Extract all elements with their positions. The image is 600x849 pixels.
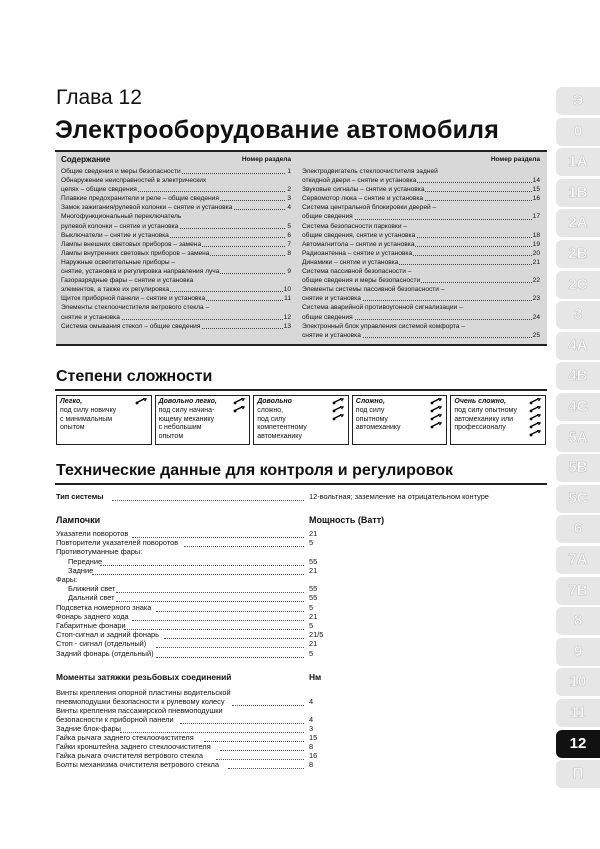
toc-entry-text: откидной двери – снятие и установка [302, 177, 417, 185]
spec-row-leader [184, 545, 304, 547]
toc-entry [61, 303, 291, 312]
toc-entry-text: Лампы внешних световых приборов – замена [61, 240, 202, 248]
bulbs-unit: Мощность (Ватт) [309, 515, 385, 525]
toc-entry [302, 185, 540, 194]
toc-entry-text: Газоразрядные фары – снятие и установка [61, 277, 194, 285]
toc-entry [302, 285, 540, 294]
toc-entry [61, 285, 291, 294]
difficulty-level-line: под силу опытному [454, 406, 517, 414]
toc-entry [61, 267, 291, 276]
chapter-tab[interactable]: 5C [556, 485, 600, 513]
toc-entry [302, 313, 540, 322]
toc-entry [61, 203, 291, 212]
chapter-tab[interactable]: 2A [556, 209, 600, 237]
chapter-label: Глава 12 [56, 86, 142, 109]
torque-heading: Моменты затяжки резьбовых соединений [56, 672, 232, 682]
toc-entry-section: 23 [532, 295, 540, 303]
toc-entry-section: 14 [532, 177, 540, 185]
chapter-tab[interactable]: Э [556, 87, 600, 115]
toc-left-list [61, 167, 291, 331]
chapter-tab[interactable]: 3 [556, 301, 600, 329]
toc-entry-text: рулевой колонки – снятие и установка [61, 222, 179, 230]
difficulty-level-line: автомеханику или [454, 415, 513, 423]
spec-row-leader [180, 722, 304, 724]
spec-row-value: 4 [309, 697, 314, 706]
toc-entry-section: 7 [287, 240, 291, 248]
toc-entry [61, 276, 291, 285]
toc-entry [61, 194, 291, 203]
toc-entry-text: Элементы стеклоочистителя ветрового стекла – [61, 304, 210, 312]
toc-entry [61, 240, 291, 249]
toc-entry-section: 18 [532, 231, 540, 239]
wrench-icon [233, 398, 245, 405]
toc-entry-text: Щиток приборной панели – снятие и установка [61, 295, 206, 303]
spec-row-value: 8 [309, 742, 314, 751]
difficulty-level-box [450, 395, 546, 445]
system-type-label: Тип системы [56, 492, 104, 501]
spec-row-value: 5 [309, 648, 314, 658]
toc-left-column [61, 155, 291, 331]
toc-entry-section: 16 [532, 195, 540, 203]
toc-entry-section: 9 [287, 268, 291, 276]
toc-entry-section: 19 [532, 240, 540, 248]
spec-row-leader [156, 610, 304, 612]
difficulty-level-box [155, 395, 251, 445]
toc-entry-text: Замок зажигания/рулевой колонки – снятие и установка [61, 204, 233, 212]
spec-row-label: Задние [68, 565, 94, 575]
toc-entry [61, 167, 291, 176]
chapter-tab[interactable]: 4A [556, 332, 600, 360]
difficulty-level-line: под силу начина- [158, 406, 215, 414]
difficulty-level-text [257, 398, 307, 442]
difficulty-level-box [352, 395, 448, 445]
spec-row-value: 21 [309, 529, 318, 538]
toc-entry [61, 176, 291, 185]
difficulty-levels [56, 395, 546, 445]
toc-entry [302, 322, 540, 331]
difficulty-level-line: сложно, [257, 406, 284, 414]
toc-right-list [302, 167, 540, 340]
toc-entry [302, 267, 540, 276]
spec-row-label: Стоп - сигнал (отдельный) [56, 639, 147, 649]
difficulty-level-name: Довольно легко, [158, 398, 217, 405]
toc-entry [61, 313, 291, 322]
toc-entry-text: общие сведения, снятие и установка [302, 231, 416, 239]
chapter-tab[interactable]: 0 [556, 118, 600, 146]
toc-entry-text: цепях – общие сведения [61, 186, 137, 194]
difficulty-level-line: с минимальным [60, 415, 113, 423]
spec-row-leader [232, 704, 304, 706]
toc-entry-text: Наружные осветительные приборы – [61, 258, 176, 266]
spec-row-leader [100, 564, 304, 566]
spec-row-label: Винты крепления опорной пластины водительской [56, 688, 231, 697]
toc-entry-text: общие сведения [302, 213, 353, 221]
wrench-rating-icon [332, 398, 346, 442]
spec-row-label: Фары: [56, 575, 78, 584]
difficulty-level-box [253, 395, 349, 445]
toc-entry [302, 331, 540, 340]
difficulty-level-box [56, 395, 152, 445]
toc-entry-text: Плавкие предохранители и реле – общие сведения [61, 195, 219, 203]
wrench-rating-icon [430, 398, 444, 442]
toc-entry [302, 176, 540, 185]
toc-entry [61, 185, 291, 194]
difficulty-level-name: Довольно [257, 398, 292, 405]
difficulty-level-text [60, 398, 116, 433]
chapter-tab[interactable]: 7B [556, 577, 600, 605]
toc-entry-text: Электронный блок управления системой комфорта – [302, 322, 465, 330]
wrench-rating-icon [233, 398, 247, 442]
toc-heading-row [61, 155, 291, 167]
chapter-tab[interactable]: 4B [556, 362, 600, 390]
toc-entry [302, 212, 540, 221]
spec-row-label: Дальний свет [68, 593, 115, 603]
spec-row-label: безопасности к приборной панели [56, 715, 174, 724]
chapter-tab[interactable]: 9 [556, 638, 600, 666]
chapter-tab[interactable]: 5B [556, 454, 600, 482]
spec-row-label: Повторители указателей поворотов [56, 538, 179, 548]
toc-entry [302, 258, 540, 267]
spec-row-value: 8 [309, 760, 314, 769]
spec-row-label: Противотуманные фары: [56, 547, 143, 557]
chapter-tab[interactable]: 1B [556, 179, 600, 207]
toc-entry [302, 203, 540, 212]
spec-row-value: 55 [309, 593, 318, 603]
toc-entry-text: Система центральной блокировки дверей – [302, 204, 437, 212]
toc-entry-text: Сервомотор люка – снятие и установка [302, 195, 424, 203]
wrench-icon [529, 422, 541, 429]
spec-row-leader [216, 758, 304, 760]
wrench-icon [529, 414, 541, 421]
toc-entry [302, 194, 540, 203]
spec-row-label: пневмоподушки безопасности к рулевому колесу [56, 697, 225, 706]
difficulty-level-line: опытом [60, 424, 85, 432]
wrench-icon [529, 430, 541, 437]
spec-row-value: 16 [309, 751, 318, 760]
difficulty-level-line: ющему механику [158, 415, 215, 423]
toc-entry [302, 303, 540, 312]
toc-entry-text: снятие и установка [302, 295, 361, 303]
toc-entry [61, 231, 291, 240]
toc-entry-text: снятие и установка [61, 313, 120, 321]
wrench-icon [135, 398, 147, 405]
chapter-tab[interactable]: 1A [556, 148, 600, 176]
toc-entry-section: 8 [287, 249, 291, 257]
toc-entry-section: 10 [283, 286, 291, 294]
spec-row-label: Гайка рычага очистителя ветрового стекла [56, 751, 203, 760]
spec-row-value: 21 [309, 611, 318, 621]
toc-entry-text: снятие, установка и регулировка направления луча [61, 268, 220, 276]
toc-entry-section: 6 [287, 231, 291, 239]
spec-row-value: 21/5 [309, 630, 324, 640]
spec-row-leader [132, 619, 304, 621]
toc-entry-section: 12 [283, 313, 291, 321]
page-title: Электрооборудование автомобиля [55, 116, 500, 144]
toc-entry-text: Система омывания стекол – общие сведения [61, 322, 201, 330]
difficulty-level-name: Легко, [60, 398, 83, 405]
toc-section-label-right: Номер раздела [490, 156, 540, 163]
spec-row-value: 5 [309, 538, 314, 548]
bulbs-heading: Лампочки [56, 515, 101, 525]
toc-heading-row-right [302, 155, 540, 167]
toc-entry-section: 2 [287, 186, 291, 194]
toc-entry [302, 276, 540, 285]
spec-row-leader [220, 749, 304, 751]
toc-entry [302, 294, 540, 303]
wrench-icon [332, 406, 344, 413]
spec-row-label: Задний фонарь (отдельный) [56, 648, 154, 658]
toc-entry-text: общие сведения [302, 313, 353, 321]
toc-entry [61, 294, 291, 303]
difficulty-title: Степени сложности [56, 368, 213, 385]
spec-row-leader [164, 637, 304, 639]
wrench-icon [332, 414, 344, 421]
toc-entry-section: 3 [287, 195, 291, 203]
spec-row-value: 21 [309, 565, 318, 575]
difficulty-level-line: автомеханику [355, 424, 401, 432]
spec-row-label: Винты крепления пассажирской пневмоподушки [56, 706, 223, 715]
wrench-rating-icon [529, 398, 543, 442]
spec-row-value: 55 [309, 584, 318, 594]
toc-entry-text: Система аварийной противоугонной сигнализации – [302, 304, 463, 312]
difficulty-level-text [454, 398, 517, 433]
spec-row-label: Гайки кронштейна заднего стеклоочистителя [56, 742, 211, 751]
toc-entry-text: Система пассивной безопасности – [302, 268, 412, 276]
difficulty-level-line: опытом [158, 433, 184, 441]
chapter-tab[interactable]: 2B [556, 240, 600, 268]
difficulty-level-line: под силу [355, 406, 385, 414]
toc-entry-text: элементов, а также их регулировка [61, 286, 170, 294]
difficulty-level-line: профессионалу [454, 424, 506, 432]
toc-entry-text: Радиоантенна – снятие и установка [302, 249, 413, 257]
toc-entry [61, 322, 291, 331]
toc-entry-text: Многофункциональный переключатель [61, 213, 182, 221]
chapter-tab[interactable]: 8 [556, 607, 600, 635]
difficulty-level-line: компетентному [257, 424, 307, 432]
toc-entry-section: 24 [532, 313, 540, 321]
toc-entry-section: 25 [532, 331, 540, 339]
chapter-tab[interactable]: 5A [556, 424, 600, 452]
spec-row-leader [156, 656, 304, 658]
system-type-value: 12-вольтная; заземление на отрицательном контуре [309, 492, 489, 501]
spec-row-value: 55 [309, 556, 318, 566]
toc-entry-section: 4 [287, 204, 291, 212]
difficulty-level-line: под силу [257, 415, 286, 423]
toc-entry-section: 1 [287, 168, 291, 175]
wrench-rating-icon [135, 398, 149, 442]
difficulty-level-line: опытному [355, 415, 388, 423]
spec-row-label: Ближний свет [68, 584, 116, 594]
wrench-icon [332, 398, 344, 405]
toc-entry-section: 5 [287, 222, 291, 230]
toc-entry [302, 222, 540, 231]
toc-entry-text: Автомагнитола – снятие и установка [302, 240, 415, 248]
toc-entry-text: Система безопасности парковки – [302, 222, 408, 230]
difficulty-level-line: с небольшим [158, 424, 202, 432]
spec-row-leader [92, 573, 304, 575]
spec-row-leader [156, 646, 304, 648]
toc-entry [61, 249, 291, 258]
toc-entry-section: 20 [532, 249, 540, 257]
difficulty-level-text [159, 398, 217, 442]
wrench-icon [529, 398, 541, 405]
toc-entry-section: 17 [532, 213, 540, 221]
toc-entry [61, 212, 291, 221]
system-type-leader [112, 499, 304, 501]
chapter-tab[interactable]: 7A [556, 546, 600, 574]
toc-entry-text: общие сведения и меры безопасности [302, 277, 421, 285]
toc-entry [302, 240, 540, 249]
toc-entry-section: 11 [284, 295, 291, 303]
spec-row-value: 5 [309, 621, 314, 630]
spec-row-label: Фонарь заднего хода [56, 611, 129, 621]
toc-entry-text: Выключатели – снятие и установка [61, 231, 169, 239]
toc-entry-text: Лампы внутренних световых приборов – замена [61, 249, 210, 257]
toc-entry-section: 15 [532, 186, 540, 194]
toc-entry [302, 167, 540, 176]
torque-unit: Нм [309, 672, 322, 682]
toc-entry [302, 231, 540, 240]
toc-heading: Содержание [61, 155, 111, 164]
toc-entry-text: Общие сведения и меры безопасности [61, 168, 181, 175]
spec-row-label: Указатели поворотов [56, 529, 129, 538]
chapter-tab[interactable]: П [556, 760, 600, 788]
wrench-icon [430, 398, 442, 405]
chapter-tab[interactable]: 10 [556, 668, 600, 696]
wrench-icon [430, 414, 442, 421]
toc-entry-text: Звуковые сигналы – снятие и установка [302, 186, 425, 194]
difficulty-level-line: автомеханику [257, 433, 302, 441]
wrench-icon [430, 406, 442, 413]
toc-entry-section: 13 [283, 322, 291, 330]
toc-entry-section: 21 [532, 258, 540, 266]
spec-row-label: Подсветка номерного знака [56, 602, 152, 612]
chapter-tab[interactable]: 2C [556, 271, 600, 299]
chapter-tab[interactable]: 6 [556, 515, 600, 543]
spec-row-label: Болты механизма очистителя ветрового стекла [56, 760, 219, 769]
spec-row-leader [228, 767, 304, 769]
difficulty-level-text [356, 398, 401, 433]
specs-title: Технические данные для контроля и регулировок [56, 462, 454, 479]
chapter-tab[interactable]: 11 [556, 699, 600, 727]
spec-row-value: 3 [309, 724, 314, 733]
chapter-tab[interactable]: 4C [556, 393, 600, 421]
spec-row-label: Стоп-сигнал и задний фонарь [56, 630, 160, 640]
spec-row-value: 15 [309, 733, 318, 742]
spec-row-value: 4 [309, 715, 314, 724]
wrench-icon [529, 406, 541, 413]
spec-row-value: 5 [309, 602, 314, 612]
difficulty-rule [55, 389, 547, 391]
chapter-tab[interactable]: 12 [556, 730, 600, 758]
spec-row-label: Передние [68, 556, 103, 566]
specs-rule [55, 483, 547, 485]
difficulty-level-name: Сложно, [355, 398, 385, 405]
toc-entry [302, 249, 540, 258]
toc-entry-text: Динамики – снятие и установка [302, 258, 399, 266]
toc-entry [61, 222, 291, 231]
spec-row-label: Задние блок-фары [56, 724, 121, 733]
toc-right-column [302, 155, 540, 340]
spec-row-leader [116, 591, 304, 593]
toc-section-label-left: Номер раздела [241, 156, 291, 163]
toc-entry-text: снятие и установка [302, 331, 361, 339]
spec-row-leader [204, 740, 304, 742]
wrench-icon [430, 422, 442, 429]
toc-box [56, 152, 547, 346]
spec-row-label: Габаритные фонари [56, 621, 126, 630]
spec-row-value: 21 [309, 639, 318, 649]
toc-entry-text: Элементы системы пассивной безопасности – [302, 286, 445, 294]
toc-entry-section: 22 [532, 277, 540, 285]
toc-entry-text: Электродвигатель стеклоочистителя задней [302, 168, 438, 175]
wrench-icon [233, 406, 245, 413]
spec-row-label: Гайка рычага заднего стеклоочистителя [56, 733, 194, 742]
difficulty-level-name: Очень сложно, [454, 398, 507, 405]
difficulty-level-line: под силу новичку [60, 406, 117, 414]
toc-entry-text: Обнаружение неисправностей в электрических [61, 177, 207, 185]
toc-entry [61, 258, 291, 267]
